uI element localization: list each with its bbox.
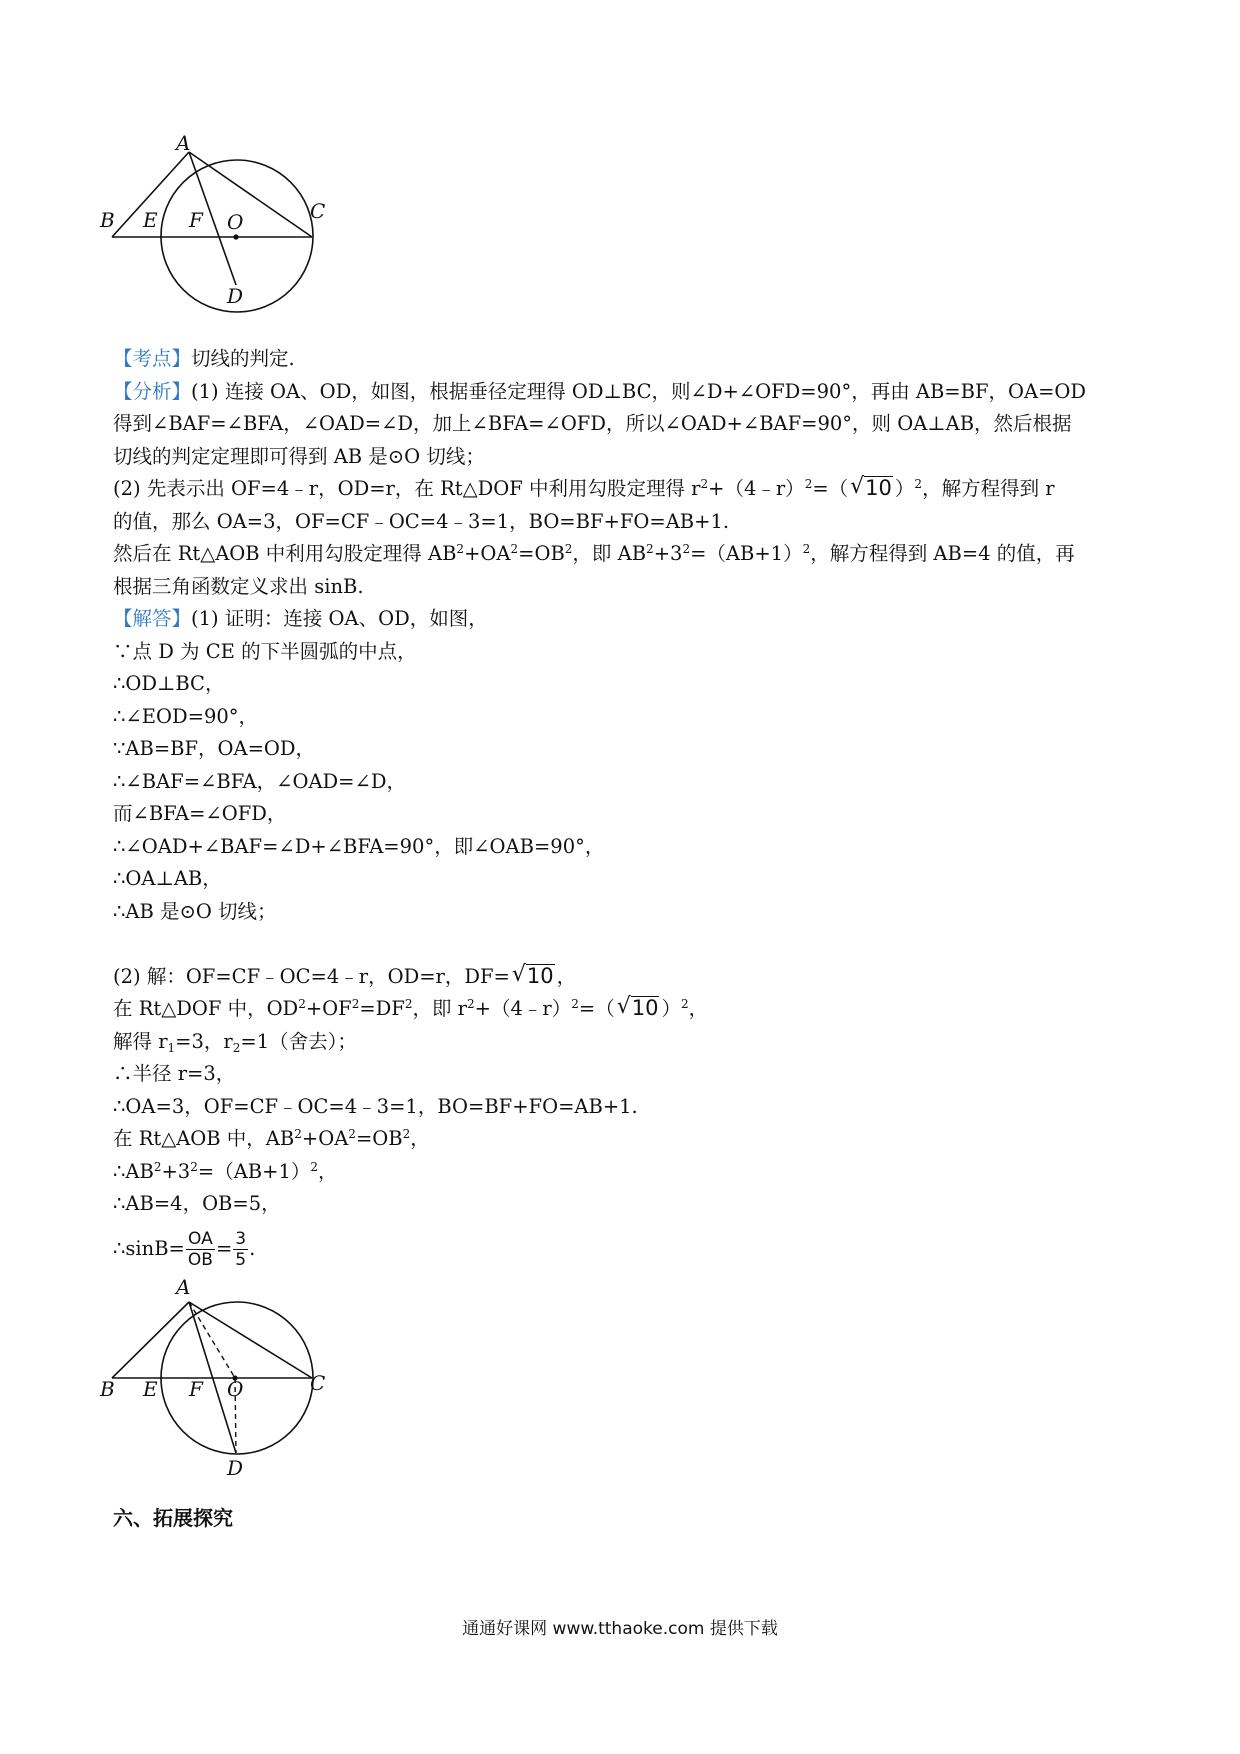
label-a: A	[176, 131, 191, 155]
label-e: E	[143, 1377, 158, 1401]
circle-tangent-diagram	[100, 131, 380, 340]
label-o: O	[227, 210, 244, 234]
segment-ac	[189, 152, 312, 237]
jieda-line-5: ∵AB=BF，OA=OD，	[113, 737, 316, 760]
geometry-figure-2	[100, 1275, 380, 1480]
label-o: O	[227, 1377, 244, 1401]
footer-credit: 通通好课网 www.tthaoke.com 提供下载	[462, 1619, 778, 1639]
segment-ab	[112, 1302, 189, 1378]
part2-line-8: ∴AB=4，OB=5，	[113, 1192, 281, 1215]
part2-line-4: ∴半径 r=3，	[113, 1062, 236, 1085]
jieda-line-8: ∴∠OAD+∠BAF=∠D+∠BFA=90°，即∠OAB=90°，	[113, 834, 605, 858]
circle-tangent-diagram-auxiliary	[100, 1275, 380, 1480]
part2-line-7: $\therefore AB^2+3^2=(AB+1)^2$，	[113, 1159, 338, 1183]
jieda-line-1: 【解答】(1) 证明：连接 OA、OD，如图，	[113, 607, 488, 630]
center-point-o	[233, 234, 238, 239]
part2-line-6: 在 Rt△AOB 中，$AB^2+OA^2=OB^2$，	[113, 1127, 430, 1150]
jieda-line-9: ∴OA⊥AB，	[113, 867, 222, 890]
dashed-segment-oa	[189, 1302, 235, 1378]
fenxi-line-7: 根据三角函数定义求出 sinB.	[113, 574, 364, 598]
fenxi-line-6: 然后在 Rt△AOB 中利用勾股定理得 $AB^2+OA^2=OB^2$，即 $AB^2+3^2=(AB+1)^2$，解方程得到 AB=4 的值，再	[113, 542, 1075, 565]
fenxi-line-2: 得到∠BAF=∠BFA，∠OAD=∠D，加上∠BFA=∠OFD，所以∠OAD+∠BAF=90°，则 OA⊥AB，然后根据	[113, 412, 1072, 435]
jieda-line-2: ∵点 D 为 CE 的下半圆弧的中点，	[113, 639, 417, 663]
part2-line-2: 在 Rt△DOF 中，$OD^2+OF^2=DF^2$，即 $r^2+(4﹣r)^2=$（ √ 10 ）$^2$，	[113, 993, 1133, 1026]
label-a: A	[176, 1275, 191, 1299]
sqrt-10: √ 10	[511, 961, 554, 988]
part2-line-3: 解得 $r_1=3$，$r_2=1$（舍去）；	[113, 1029, 357, 1055]
section-title: 六、拓展探究	[113, 1506, 233, 1530]
fenxi-line-4: (2) 先表示出 OF=4﹣r，OD=r，在 Rt△DOF 中利用勾股定理得 $r^2+(4﹣r)^2=$（ √ 10 ）$^2$，解方程得到 r	[113, 473, 1133, 506]
solution-text	[113, 343, 1133, 1279]
label-f: F	[189, 1377, 203, 1401]
part2-line-5: ∴OA=3，OF=CF﹣OC=4﹣3=1，BO=BF+FO=AB+1.	[113, 1094, 638, 1118]
label-d: D	[227, 1456, 244, 1480]
geometry-figure-1	[100, 131, 380, 340]
sqrt-10: √ 10	[850, 474, 892, 500]
label-f: F	[189, 208, 203, 232]
jieda-line-3: ∴OD⊥BC，	[113, 672, 225, 695]
part2-line-9: ∴sinB= $\frac{OA}{OB}$ = $\frac{3}{5}$ .	[113, 1229, 256, 1270]
segment-ac	[189, 1302, 312, 1378]
fraction-3-5: $\frac{3}{5}$	[235, 1229, 247, 1270]
label-b: B	[100, 1377, 115, 1401]
kaodian-line: 【考点】切线的判定.	[113, 347, 295, 370]
fenxi-tag: 【分析】	[113, 379, 192, 403]
part2-line-1: (2) 解：OF=CF﹣OC=4﹣r，OD=r，DF= √ 10 ，	[113, 961, 1133, 994]
label-c: C	[310, 199, 326, 223]
fenxi-line-1: 【分析】(1) 连接 OA、OD，如图，根据垂径定理得 OD⊥BC，则∠D+∠OFD=90°，再由 AB=BF，OA=OD	[113, 379, 1087, 403]
jieda-tag: 【解答】	[113, 607, 192, 630]
sqrt-10: √ 10	[616, 994, 659, 1020]
label-b: B	[100, 208, 115, 232]
kaodian-tag: 【考点】	[113, 347, 192, 370]
jieda-line-10: ∴AB 是⊙O 切线；	[113, 899, 277, 923]
fenxi-line-3: 切线的判定定理即可得到 AB 是⊙O 切线；	[113, 444, 485, 468]
label-d: D	[227, 284, 244, 308]
label-c: C	[310, 1371, 326, 1395]
fenxi-line-5: 的值，那么 OA=3，OF=CF﹣OC=4﹣3=1，BO=BF+FO=AB+1.	[113, 509, 730, 533]
jieda-line-7: 而∠BFA=∠OFD，	[113, 802, 287, 825]
jieda-line-4: ∴∠EOD=90°，	[113, 704, 259, 728]
fraction-oa-ob: $\frac{OA}{OB}$	[187, 1229, 213, 1270]
label-e: E	[143, 208, 158, 232]
jieda-line-6: ∴∠BAF=∠BFA，∠OAD=∠D，	[113, 769, 406, 793]
